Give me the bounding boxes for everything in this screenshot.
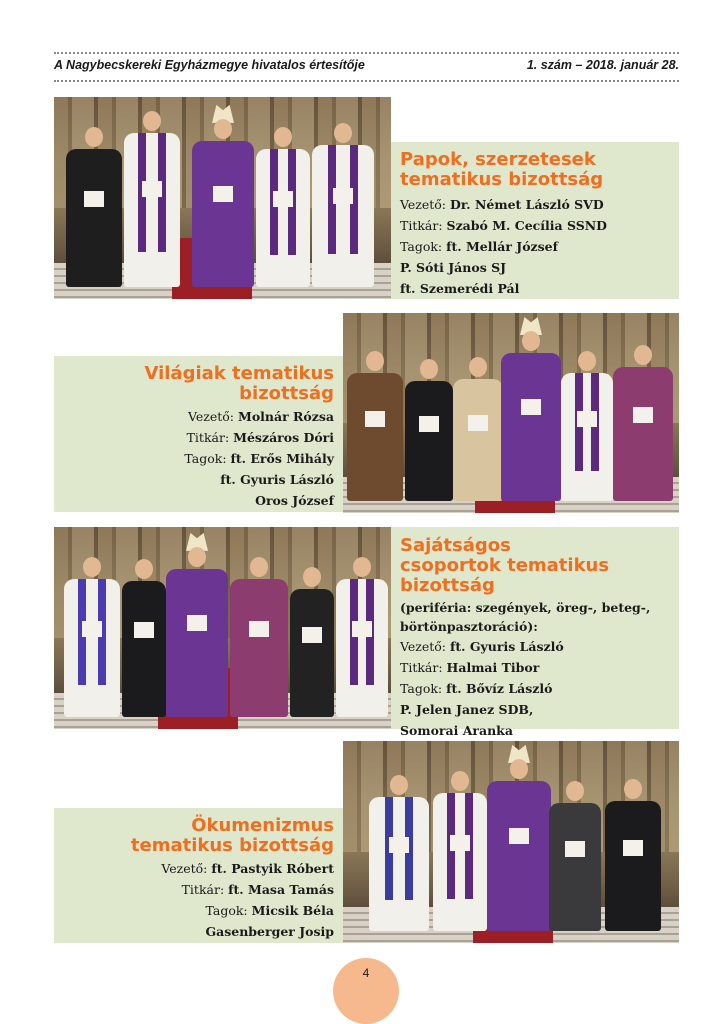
member-line: Tagok: Micsik Béla [205, 903, 334, 918]
page-number-badge [333, 958, 399, 1024]
member-line: Vezető: ft. Gyuris László [400, 639, 564, 654]
committee-title: Papok, szerzetesek [400, 149, 596, 170]
member-line: Tagok: ft. Bővíz László [400, 681, 553, 696]
member-line: Tagok: ft. Erős Mihály [184, 451, 334, 466]
member-line: Somorai Aranka [400, 723, 513, 738]
group-photo-vilagiak [343, 313, 679, 513]
member-line: Gasenberger Josip [205, 924, 334, 939]
header-rule-bottom [54, 80, 679, 82]
member-line: Titkár: Mészáros Dóri [186, 430, 334, 445]
committee-box-papok [391, 142, 679, 299]
publication-title: A Nagybecskereki Egyházmegye hivatalos értesítője [54, 58, 365, 72]
committee-title: bizottság [239, 383, 334, 404]
group-photo-okumenizmus [343, 741, 679, 943]
committee-box-vilagiak [54, 356, 343, 512]
member-line: ft. Szemerédi Pál [400, 281, 520, 296]
committee-title: Ökumenizmus [191, 815, 334, 836]
member-line: ft. Gyuris László [220, 472, 334, 487]
committee-note: (periféria: szegények, öreg-, beteg-, [400, 600, 651, 615]
member-line: P. Sóti János SJ [400, 260, 507, 275]
member-line: Titkár: ft. Masa Tamás [181, 882, 334, 897]
committee-title: csoportok tematikus [400, 555, 610, 576]
committee-title: Sajátságos [400, 535, 511, 556]
issue-date: 1. szám – 2018. január 28. [526, 58, 679, 72]
member-line: Oros József [255, 493, 334, 508]
committee-box-okumenizmus [54, 808, 343, 943]
committee-box-sajatsagos [391, 527, 679, 738]
committee-title: tematikus bizottság [130, 835, 334, 856]
committee-title: Világiak tematikus [144, 363, 334, 384]
group-photo-papok [54, 97, 391, 299]
member-line: Vezető: Molnár Rózsa [187, 409, 334, 424]
member-line: P. Jelen Janez SDB, [400, 702, 534, 717]
member-line: Tagok: ft. Mellár József [400, 239, 559, 254]
page-header [54, 58, 679, 76]
committee-title: tematikus bizottság [400, 169, 604, 190]
committee-title: bizottság [400, 575, 495, 596]
header-rule-top [54, 52, 679, 54]
committee-note: börtönpasztoráció): [400, 619, 538, 634]
page-number: 4 [362, 966, 370, 980]
member-line: Vezető: Dr. Német László SVD [400, 197, 604, 212]
member-line: Titkár: Halmai Tibor [400, 660, 540, 675]
member-line: Vezető: ft. Pastyik Róbert [161, 861, 334, 876]
member-line: Titkár: Szabó M. Cecília SSND [400, 218, 607, 233]
group-photo-sajatsagos [54, 527, 391, 729]
